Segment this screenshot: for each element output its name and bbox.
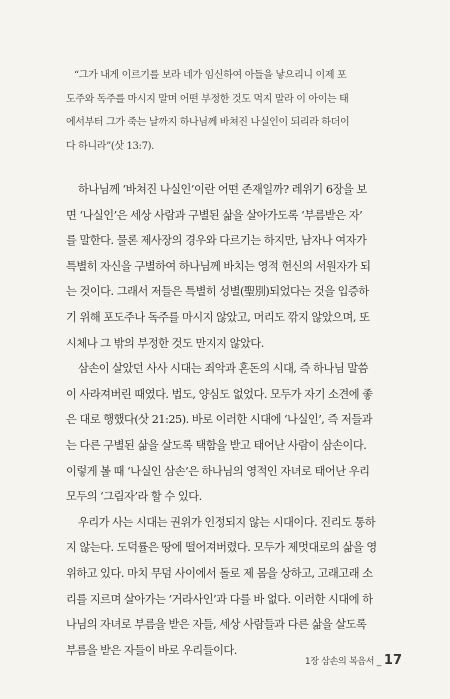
text-line: 시체나 그 밖의 부정한 것도 만지지 않았다. [66,336,264,350]
quote-line: 도주와 독주를 마시지 말며 어떤 부정한 것도 먹지 말라 이 아이는 태 [66,93,349,105]
text-line: 하나님께 ‘바쳐진 나실인’이란 어떤 존재일까? 레위기 6장을 보 [78,183,367,196]
text-line: 위하고 있다. 마치 무덤 사이에서 돌로 제 몸을 상하고, 고래고래 소 [66,566,373,580]
paragraph [66,510,402,664]
text-line: 지 않는다. 도덕률은 땅에 떨어져버렸다. 모두가 제멋대로의 삶을 영 [66,541,377,555]
paragraph [66,177,402,356]
text-line: 는 다른 구별된 삶을 살도록 택함을 받고 태어난 사람이 삼손이다. [66,438,367,452]
text-line: 리를 지르며 살아가는 ‘거라사인’과 다를 바 없다. 이러한 시대에 하 [66,592,373,606]
page-footer [305,649,402,668]
text-line: 특별히 자신을 구별하여 하나님께 바치는 영적 헌신의 서원자가 되 [66,259,371,273]
text-line: 부름을 받은 자들이 바로 우리들이다. [66,643,237,657]
text-line: 나님의 자녀로 부름을 받은 자들, 세상 사람들과 다른 삶을 살도록 [66,618,367,632]
text-line: 우리가 사는 시대는 권위가 인정되지 않는 시대이다. 진리도 통하 [78,515,376,529]
text-line: 이 사라져버린 때였다. 법도, 양심도 없었다. 모두가 자기 소견에 좋 [66,387,373,401]
chapter-title: 1장 삼손의 복음서 _ [304,657,381,667]
text-line: 는 것이다. 그래서 저들은 특별히 성별(聖別)되었다는 것을 입증하 [66,285,369,299]
quote-line: 에서부터 그가 죽는 날까지 하나님께 바쳐진 나실인이 되리라 하더이 [66,117,350,128]
paragraph [66,356,402,510]
text-line: 면 ‘나실인’은 세상 사람과 구별된 삶을 살아가도록 ‘부름받은 자’ [66,208,363,222]
scripture-quote [66,64,398,158]
quote-line: 다 하니라”(삿 13:7). [66,140,154,152]
body-text [66,177,402,663]
text-line: 이렇게 볼 때 ‘나실인 삼손’은 하나님의 영적인 자녀로 태어난 우리 [66,464,370,478]
text-line: 기 위해 포도주나 독주를 마시지 않았고, 머리도 깎지 않았으며, 또 [66,310,370,324]
text-line: 를 말한다. 물론 제사장의 경우와 다르기는 하지만, 남자나 여자가 [66,234,367,248]
text-line: 모두의 ‘그림자’라 할 수 있다. [66,490,202,504]
text-line: 은 대로 행했다(삿 21:25). 바로 이러한 시대에 ‘나실인’, 즉 저들과 [66,413,373,427]
page-number: 17 [383,653,402,668]
text-line: 삼손이 살았던 사사 시대는 죄악과 혼돈의 시대, 즉 하나님 말씀 [78,362,368,376]
quote-line: “그가 내게 이르기를 보라 네가 임신하여 아들을 낳으리니 이제 포 [74,70,347,81]
